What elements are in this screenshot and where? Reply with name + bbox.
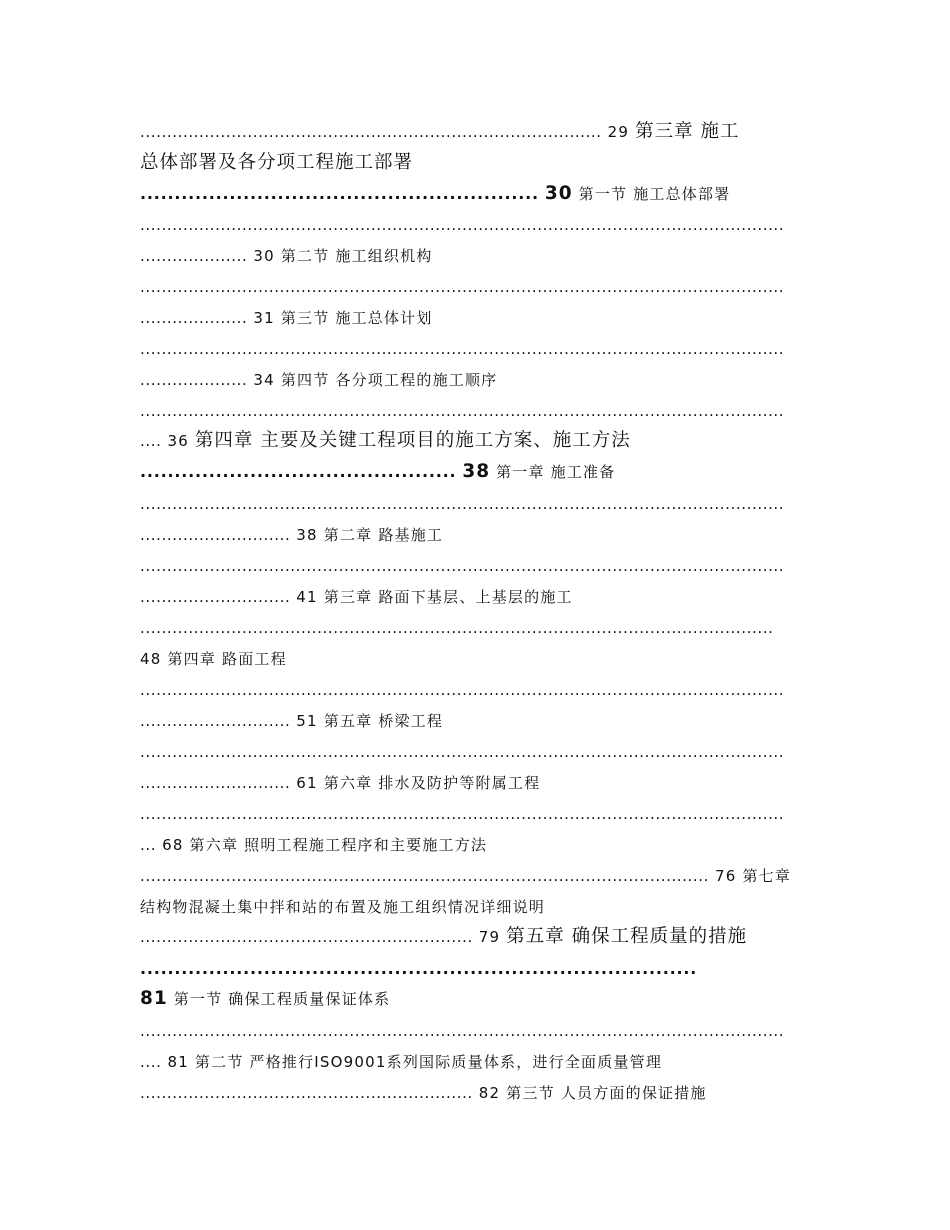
section-title-continued: 结构物混凝土集中拌和站的布置及施工组织情况详细说明 (140, 898, 546, 916)
toc-line-7 (140, 307, 433, 329)
toc-line-31 (140, 1051, 662, 1073)
toc-line-21 (140, 741, 784, 763)
leader-dots: ................................................................................. (140, 959, 698, 978)
toc-line-24 (140, 834, 487, 856)
toc-line-3 (140, 183, 730, 205)
page-number: 76 (714, 867, 737, 885)
leader-dots: .... (140, 1053, 162, 1071)
section-title: 第三章 路面下基层、上基层的施工 (323, 588, 573, 606)
leader-dots: ...................................................................................................................... (140, 619, 774, 637)
section-title: 第二章 路基施工 (323, 526, 444, 544)
toc-line-28 (140, 958, 697, 980)
toc-line-9 (140, 369, 497, 391)
leader-dots: .......................................................... (140, 184, 539, 203)
leader-dots: .............................................................. (140, 1084, 473, 1102)
chapter-title: 第三章 施工 (635, 121, 740, 142)
section-title: 第六章 排水及防护等附属工程 (323, 774, 541, 792)
section-title: 第三节 施工总体计划 (280, 309, 433, 327)
page-number: 38 (462, 461, 491, 482)
toc-line-32 (140, 1082, 707, 1104)
section-title: 第七章 (742, 867, 792, 885)
leader-dots: .......................................................................................................... (140, 867, 710, 885)
toc-line-13 (140, 493, 784, 515)
leader-dots: ........................................................................................................................ (140, 340, 785, 358)
leader-dots: ............................ (140, 588, 291, 606)
leader-dots: ........................................................................................................................ (140, 402, 785, 420)
toc-line-11 (140, 430, 631, 452)
toc-line-29 (140, 988, 390, 1010)
toc-line-22 (140, 772, 540, 794)
section-title: 第四章 路面工程 (167, 650, 287, 668)
leader-dots: .... (140, 432, 162, 450)
page-number: 36 (167, 432, 189, 450)
toc-line-19 (140, 679, 784, 701)
leader-dots: ........................................................................................................................ (140, 216, 785, 234)
leader-dots: .................... (140, 309, 248, 327)
section-title: 第四节 各分项工程的施工顺序 (280, 371, 498, 389)
section-title: 第三节 人员方面的保证措施 (506, 1084, 707, 1102)
page-number: 82 (478, 1084, 501, 1102)
leader-dots: .................... (140, 247, 248, 265)
page-number: 51 (296, 712, 318, 730)
chapter-title: 第五章 确保工程质量的措施 (506, 926, 748, 947)
toc-line-25 (140, 865, 791, 887)
leader-dots: ............................ (140, 526, 291, 544)
page-number: 31 (253, 309, 275, 327)
section-title: 第一节 确保工程质量保证体系 (173, 990, 391, 1008)
toc-line-2 (140, 152, 413, 174)
page-number: 29 (607, 123, 630, 141)
toc-line-15 (140, 555, 784, 577)
section-title: 第五章 桥梁工程 (323, 712, 444, 730)
leader-dots: ............................ (140, 774, 291, 792)
toc-line-8 (140, 338, 784, 360)
section-title: 第一章 施工准备 (496, 463, 616, 481)
toc-line-18 (140, 648, 287, 670)
page-number: 48 (140, 650, 162, 668)
toc-line-23 (140, 803, 784, 825)
toc-line-27 (140, 926, 747, 948)
section-title: 第六章 照明工程施工程序和主要施工方法 (189, 836, 488, 854)
leader-dots: ........................................................................................................................ (140, 557, 785, 575)
toc-line-10 (140, 400, 784, 422)
section-title: 第一节 施工总体部署 (578, 185, 731, 203)
page-number: 81 (140, 988, 168, 1009)
page-number: 30 (253, 247, 275, 265)
toc-line-17 (140, 617, 773, 639)
toc-line-6 (140, 276, 784, 298)
toc-line-30 (140, 1020, 784, 1042)
leader-dots: ........................................................................................................................ (140, 743, 785, 761)
leader-dots: ...................................................................................... (140, 123, 602, 141)
leader-dots: ........................................................................................................................ (140, 805, 785, 823)
toc-line-26 (140, 896, 545, 918)
page-number: 68 (162, 836, 184, 854)
leader-dots: .............................................. (140, 462, 457, 481)
leader-dots: .................... (140, 371, 248, 389)
page-number: 61 (296, 774, 318, 792)
section-title: 第二节 施工组织机构 (280, 247, 433, 265)
leader-dots: ........................................................................................................................ (140, 495, 785, 513)
toc-line-4 (140, 214, 784, 236)
page-number: 81 (167, 1053, 189, 1071)
chapter-title-continued: 总体部署及各分项工程施工部署 (140, 152, 414, 173)
leader-dots: ........................................................................................................................ (140, 681, 785, 699)
leader-dots: ... (140, 836, 157, 854)
page-number: 41 (296, 588, 318, 606)
toc-line-14 (140, 524, 443, 546)
leader-dots: .............................................................. (140, 928, 473, 946)
leader-dots: ........................................................................................................................ (140, 278, 785, 296)
chapter-title: 第四章 主要及关键工程项目的施工方案、施工方法 (194, 430, 631, 451)
toc-line-16 (140, 586, 573, 608)
page-number: 79 (478, 928, 501, 946)
leader-dots: ............................ (140, 712, 291, 730)
toc-line-12 (140, 461, 615, 483)
section-title: 第二节 严格推行ISO9001系列国际质量体系，进行全面质量管理 (194, 1053, 663, 1071)
toc-line-5 (140, 245, 433, 267)
page-number: 34 (253, 371, 275, 389)
page-number: 30 (544, 183, 573, 204)
toc-line-20 (140, 710, 443, 732)
page-number: 38 (296, 526, 318, 544)
toc-line-1 (140, 121, 739, 143)
leader-dots: ........................................................................................................................ (140, 1022, 785, 1040)
